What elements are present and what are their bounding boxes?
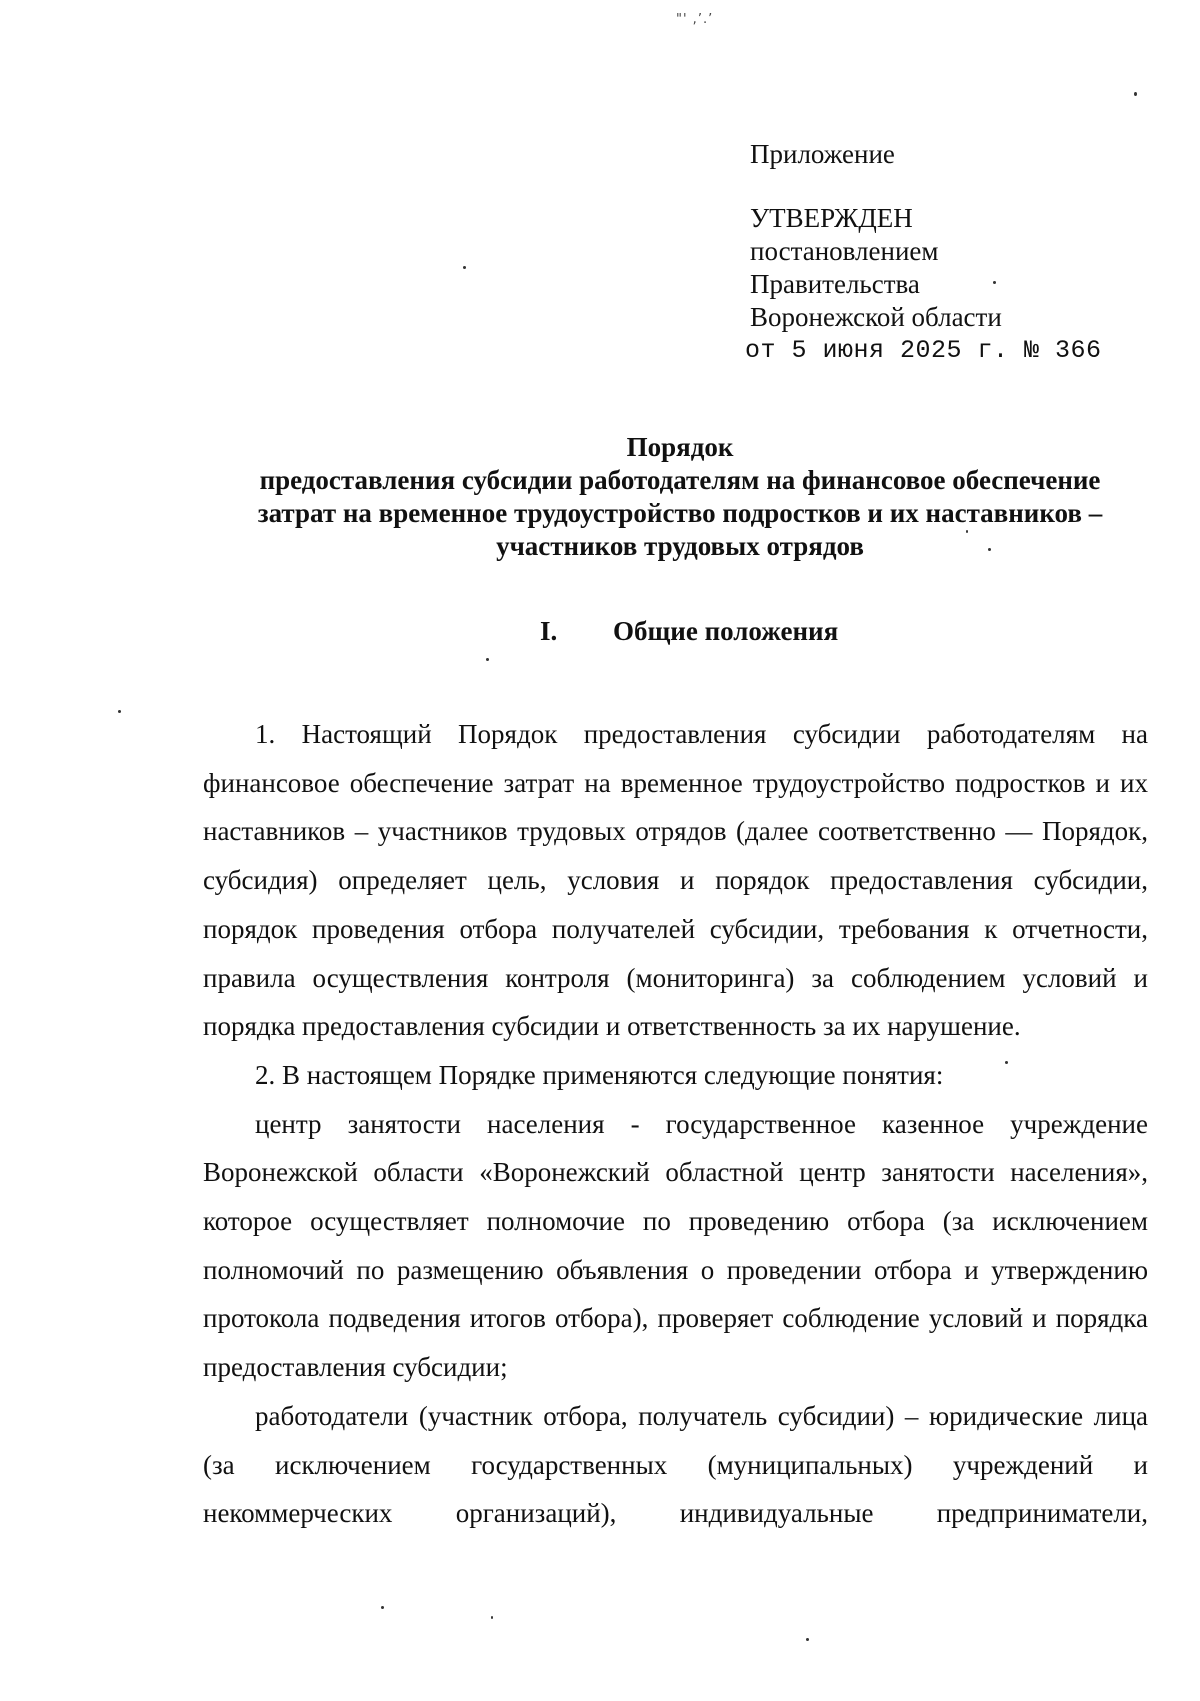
- resolution-date-number: от 5 июня 2025 г. № 366: [745, 336, 1102, 365]
- government-label: Правительства: [750, 269, 920, 299]
- title-line: предоставления субсидии работодателям на финансовое обеспечение: [259, 465, 1101, 495]
- scan-speck: [806, 1638, 809, 1641]
- section-title: Общие положения: [613, 616, 839, 646]
- scan-speck: [486, 658, 489, 661]
- paragraph: работодатели (участник отбора, получатель субсидии) – юридические лица (за исключением государственных (муниципальных) учреждений и некоммерческих организаций), индивидуальные предприниматели,: [203, 1400, 1148, 1529]
- title-line: затрат на временное трудоустройство подростков и их наставников –: [257, 498, 1103, 528]
- resolution-label: постановлением: [750, 236, 939, 266]
- document-title: [200, 431, 1160, 563]
- paragraph: 1. Настоящий Порядок предоставления субсидии работодателям на финансовое обеспечение затрат на временное трудоустройство подростков и их наставников – участников трудовых отрядов (далее соответственно — Порядок, субсидия) определяет цель, условия и порядок предоставления субсидии, порядок проведения отбора получателей субсидии, требования к отчетности, правила осуществления контроля (мониторинга) за соблюдением условий и порядка предоставления субсидии и ответственность за их нарушение.: [203, 719, 1148, 1042]
- section-number: I.: [540, 616, 558, 646]
- scan-speck: [491, 1616, 493, 1619]
- scan-speck: [118, 710, 121, 713]
- scan-speck: [381, 1606, 384, 1609]
- title-line: Порядок: [626, 432, 734, 462]
- paragraph: центр занятости населения - государственное казенное учреждение Воронежской области «Воронежский областной центр занятости населения», которое осуществляет полномочие по проведению отбора (за исключением полномочий по размещению объявления о проведении отбора и утверждению протокола подведения итогов отбора), проверяет соблюдение условий и порядка предоставления субсидии;: [203, 1108, 1148, 1383]
- scan-speck: [463, 266, 466, 269]
- approved-label: УТВЕРЖДЕН: [750, 203, 913, 233]
- region-label: Воронежской области: [750, 302, 1002, 332]
- scan-mark: "' ,’.’: [676, 12, 714, 27]
- document-body: [203, 710, 1148, 1538]
- approval-block: [745, 138, 1150, 367]
- title-line: участников трудовых отрядов: [496, 531, 864, 561]
- annex-label: Приложение: [750, 139, 895, 169]
- scan-speck: [1134, 92, 1137, 96]
- paragraph: 2. В настоящем Порядке применяются следующие понятия:: [255, 1059, 944, 1090]
